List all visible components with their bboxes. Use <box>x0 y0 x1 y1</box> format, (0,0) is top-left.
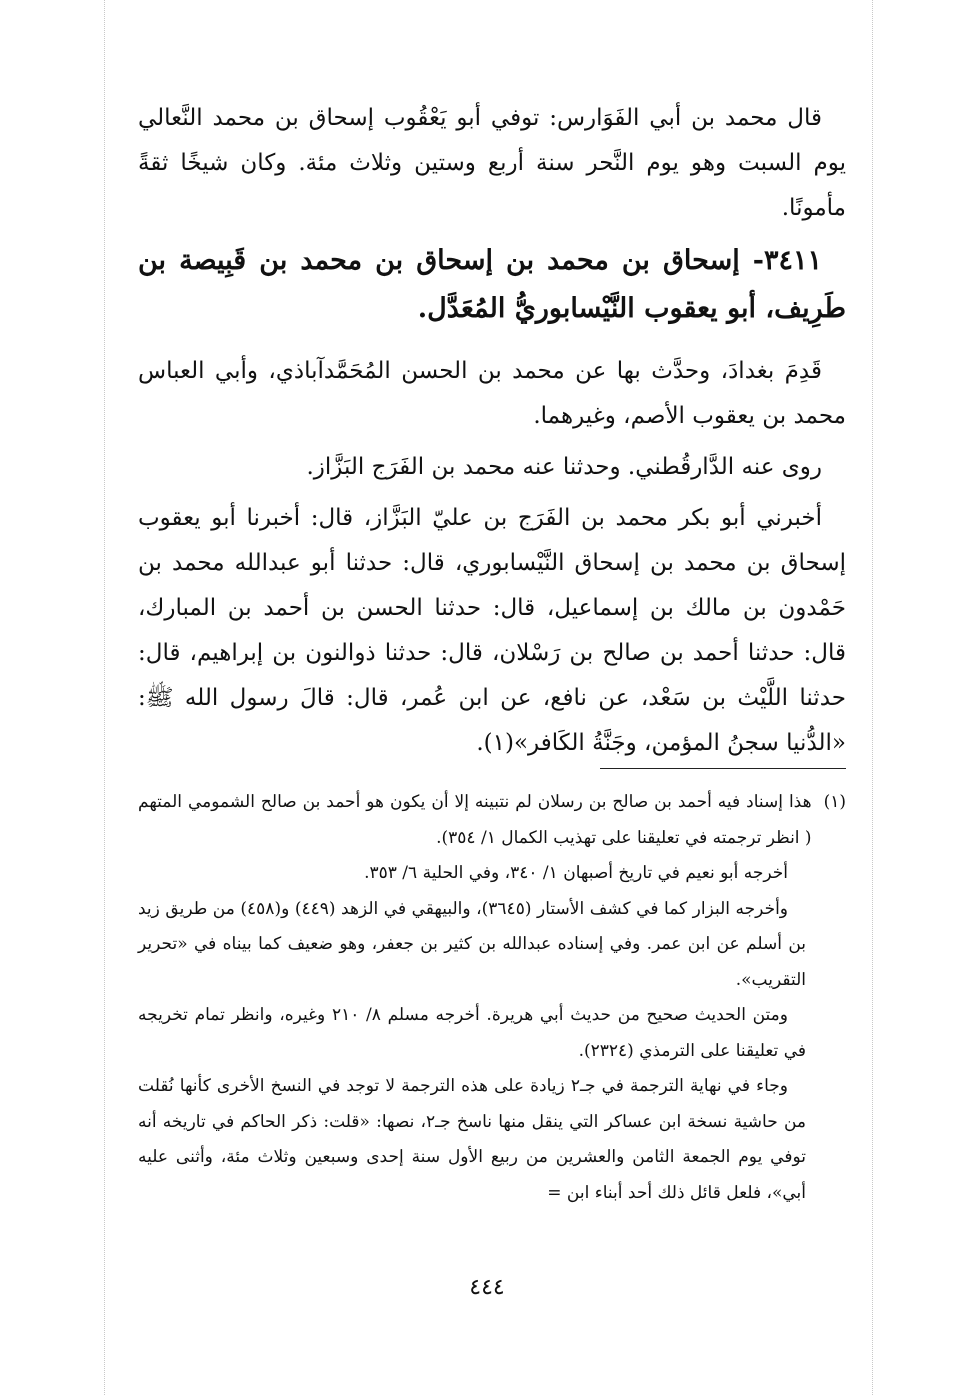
footnote-1 <box>138 785 846 856</box>
paragraph-biography: قَدِمَ بغدادَ، وحدَّث بها عن محمد بن الحسن المُحَمَّدآباذي، وأبي العباس محمد بن يعقوب الأصم، وغيرهما. <box>138 358 846 429</box>
footnote-divider <box>600 768 846 769</box>
footnote-reference-muslim: ومتن الحديث صحيح من حديث أبي هريرة. أخرجه مسلم ٨/ ٢١٠ وغيره، وانظر تمام تخريجه في تعليقنا على الترمذي (٢٣٢٤). <box>138 1005 806 1061</box>
footnote-number: (١) <box>823 792 846 812</box>
footnotes-section <box>138 785 846 1211</box>
footnote-manuscript-note: وجاء في نهاية الترجمة في جـ٢ زيادة على هذه الترجمة لا توجد في النسخ الأخرى كأنها نُقلت من حاشية نسخة ابن عساكر التي ينقل منها ناسخ جـ٢، نصها: «قلت: ذكر الحاكم في تاريخه أنه توفي يوم الجمعة الثامن والعشرين من ربيع الأول سنة إحدى وسبعين وثلاث مئة، وأثنى عليه أبي»، فلعل قائل ذلك أحد أبناء ابن = <box>138 1076 806 1203</box>
paragraph-hadith-chain: أخبرني أبو بكر محمد بن الفَرَج بن عليّ البَزَّاز، قال: أخبرنا أبو يعقوب إسحاق بن محمد بن إسحاق النَّيْسابوري، قال: حدثنا أبو عبدالله محمد بن حَمْدون بن مالك بن إسماعيل، قال: حدثنا الحسن بن أحمد بن المبارك، قال: حدثنا أحمد بن صالح بن رَسْلان، قال: حدثنا ذوالنون بن إبراهيم، قال: حدثنا اللَّيْث بن سَعْد، عن نافع، عن ابن عُمر، قال: قالَ رسول الله ﷺ: «الدُّنيا سجنُ المؤمن، وجَنَّةُ الكَافر»(١). <box>138 505 846 756</box>
footnote-reference-bazzar: وأخرجه البزار كما في كشف الأستار (٣٦٤٥)، والبيهقي في الزهد (٤٤٩) و(٤٥٨) من طريق زيد بن أسلم عن ابن عمر. وفي إسناده عبدالله بن كثير بن جعفر، وهو ضعيف كما بيناه في «تحرير التقريب». <box>138 898 806 990</box>
main-text <box>138 96 846 766</box>
footnote-1-text: هذا إسناد فيه أحمد بن صالح بن رسلان لم نتبينه إلا أن يكون هو أحمد بن صالح الشمومي المتهم ( انظر ترجمته في تعليقنا على تهذيب الكمال ١/ ٣٥٤). <box>138 792 812 848</box>
footnote-1-continuation <box>138 856 846 1211</box>
entry-heading: ٣٤١١- إسحاق بن محمد بن إسحاق بن محمد بن قَبِيصة بن طَرِيف، أبو يعقوب النَّيْسابوريُّ المُعَدَّل. <box>138 245 846 324</box>
page-number: ٤٤٤ <box>469 1275 505 1300</box>
scan-artifact-left <box>104 0 105 1395</box>
paragraph-death-note: قال محمد بن أبي الفَوَارس: توفي أبو يَعْقُوب إسحاق بن محمد النَّعالي يوم السبت وهو يوم النَّحر سنة أربع وستين وثلاث مئة. وكان شيخًا ثقةً مأمونًا. <box>138 105 846 221</box>
paragraph-narrators: روى عنه الدَّارقُطني. وحدثنا عنه محمد بن الفَرَج البَزَّاز. <box>306 454 822 480</box>
footnote-reference-abu-nuaym: أخرجه أبو نعيم في تاريخ أصبهان ١/ ٣٤٠، وفي الحلية ٦/ ٣٥٣. <box>364 863 788 883</box>
scan-artifact-right <box>872 0 873 1395</box>
